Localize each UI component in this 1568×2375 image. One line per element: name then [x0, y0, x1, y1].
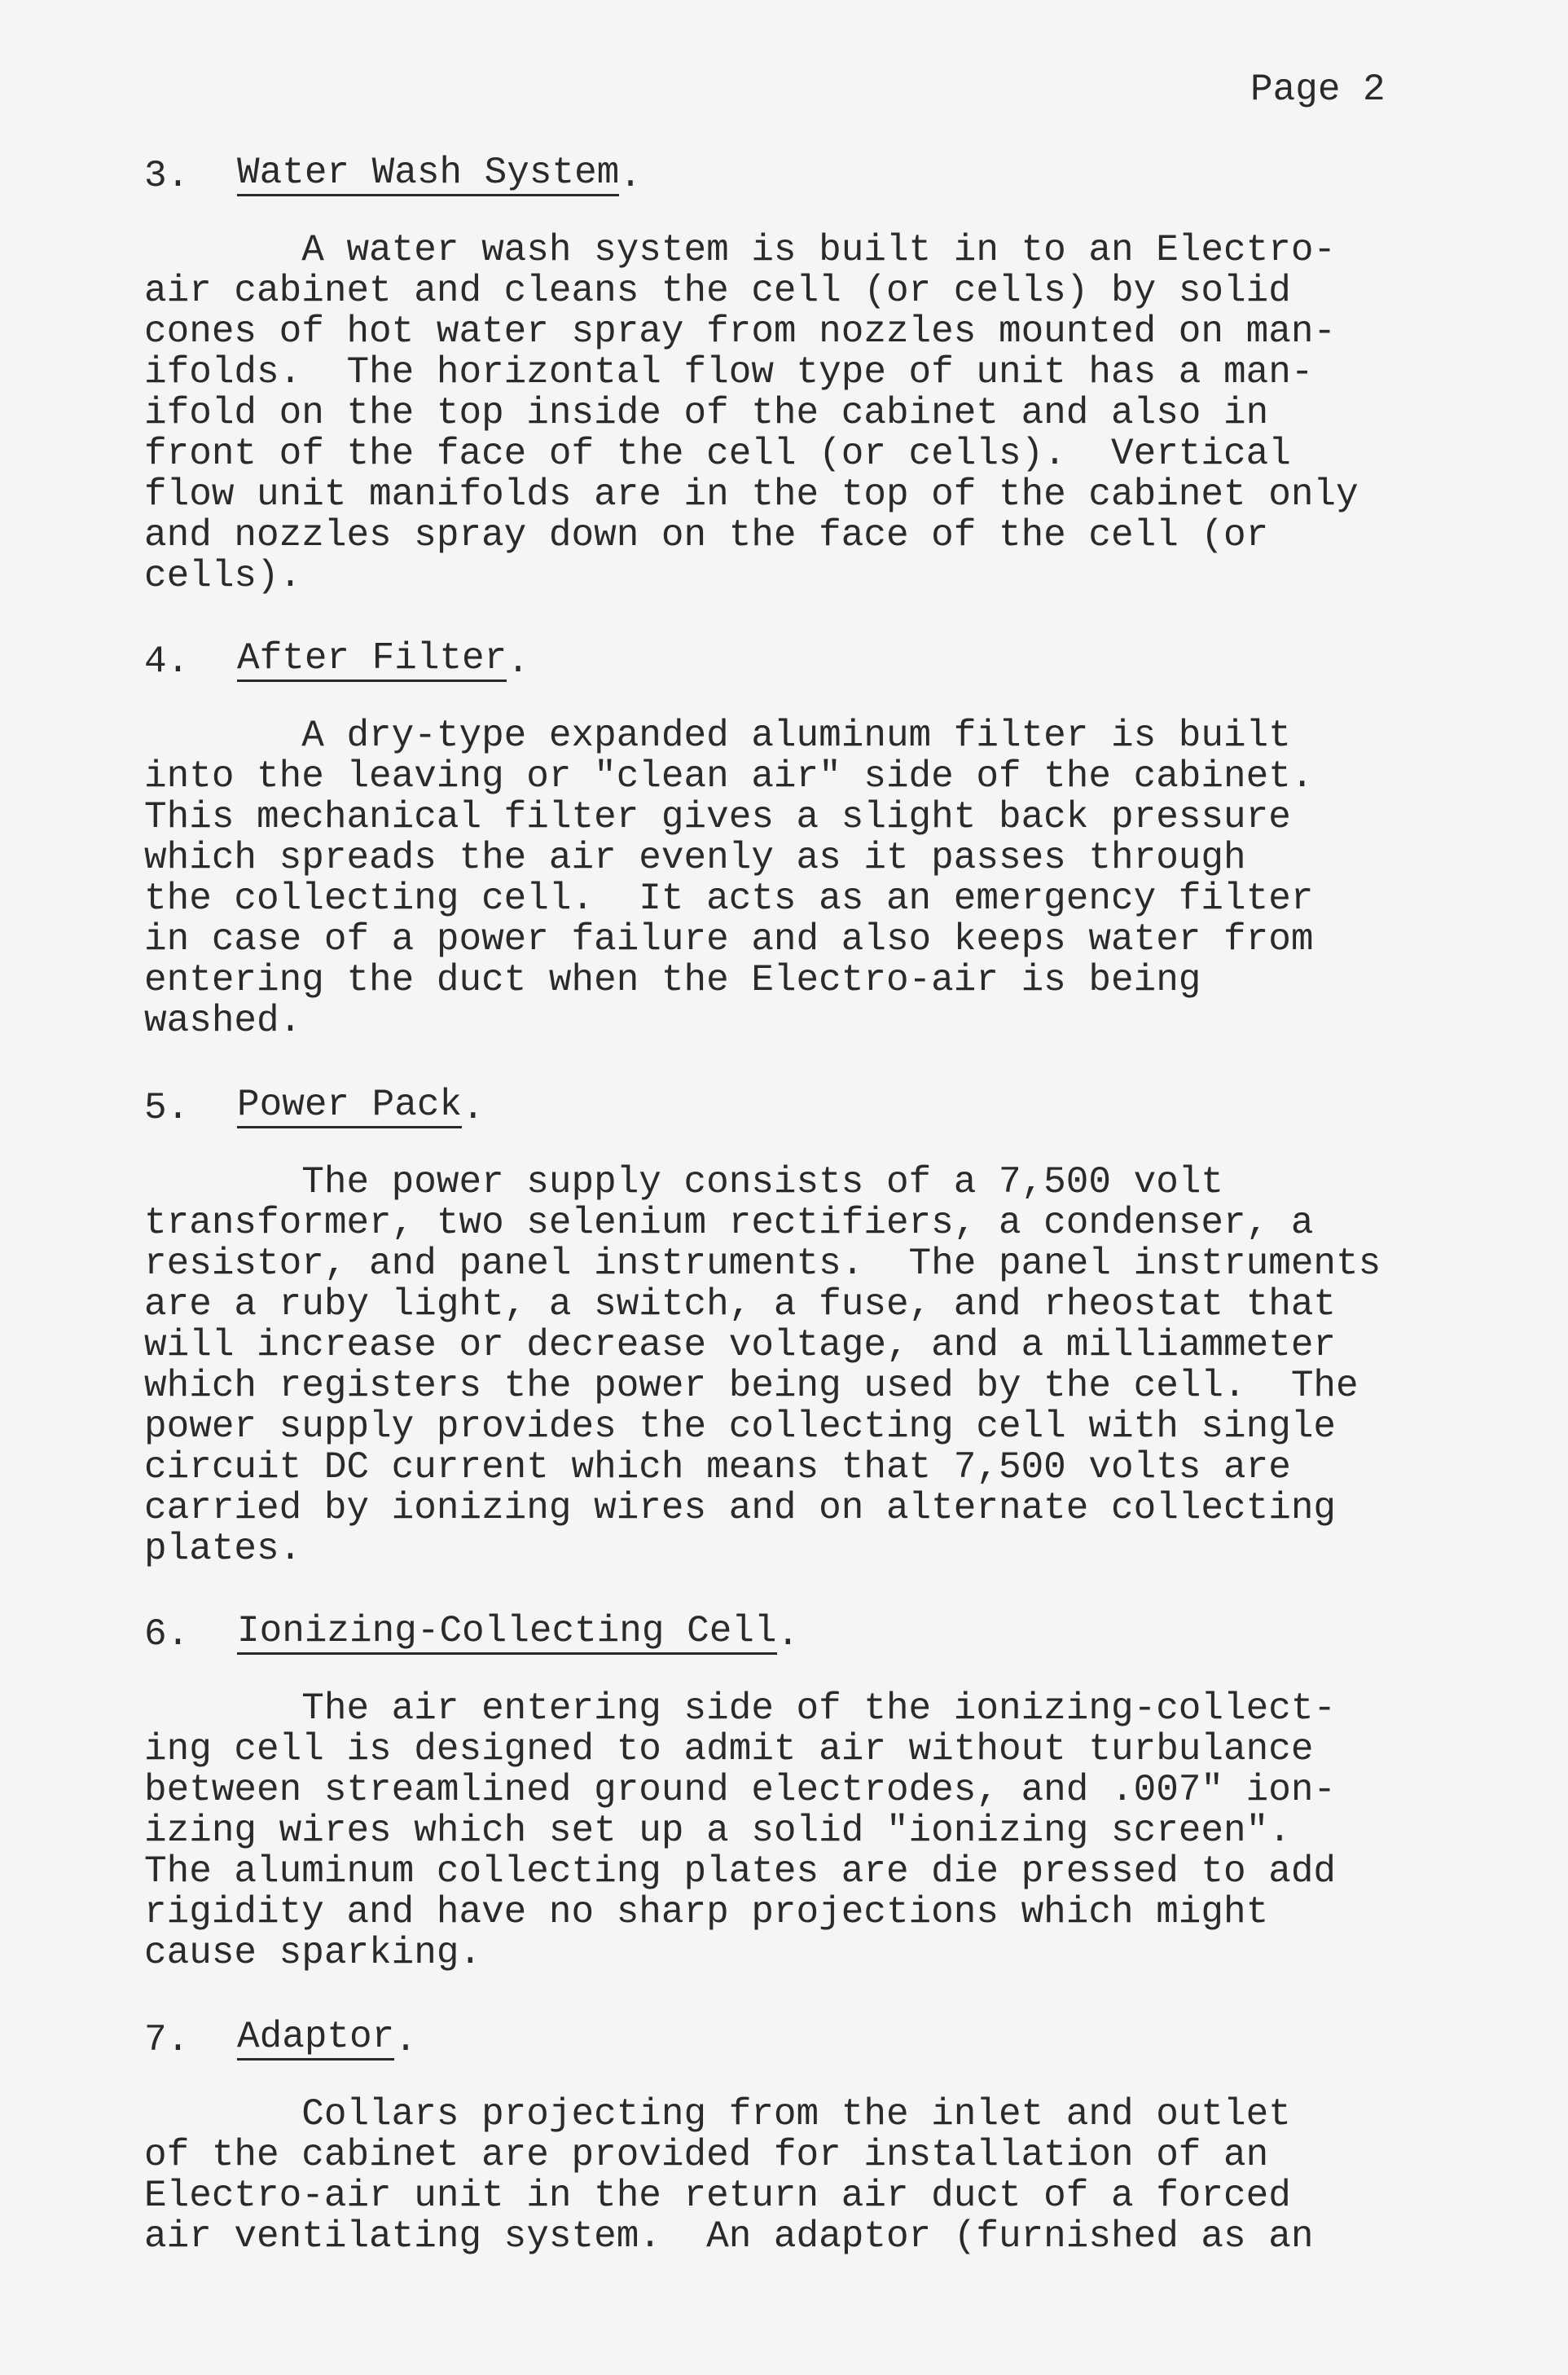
text-line: in case of a power failure and also keeps water from	[144, 918, 1314, 961]
text-line: resistor, and panel instruments. The panel instruments	[144, 1242, 1381, 1285]
text-line: cones of hot water spray from nozzles mounted on man-	[144, 310, 1337, 353]
text-line: front of the face of the cell (or cells). Vertical	[144, 433, 1291, 475]
section-paragraph	[144, 1688, 1529, 1973]
text-line: carried by ionizing wires and on alternate collecting	[144, 1487, 1337, 1529]
text-line: of the cabinet are provided for installation of an	[144, 2134, 1269, 2176]
section-heading	[144, 2016, 1529, 2065]
text-line: transformer, two selenium rectifiers, a condenser, a	[144, 1202, 1314, 1244]
text-line: rigidity and have no sharp projections which might	[144, 1891, 1269, 1933]
text-line: are a ruby light, a switch, a fuse, and rheostat that	[144, 1283, 1337, 1326]
section-title: Water Wash System	[237, 152, 619, 196]
text-line: which spreads the air evenly as it passes through	[144, 837, 1246, 879]
text-line: flow unit manifolds are in the top of the cabinet only	[144, 473, 1359, 516]
section-number: 4.	[144, 640, 190, 683]
heading-period: .	[394, 2019, 417, 2061]
section-paragraph	[144, 2094, 1529, 2257]
text-line: washed.	[144, 1000, 302, 1042]
section-after-filter	[144, 637, 1529, 1041]
section-adaptor	[144, 2016, 1529, 2257]
section-title: Ionizing-Collecting Cell	[237, 1610, 777, 1655]
text-line: circuit DC current which means that 7,500 volts are	[144, 1446, 1291, 1489]
section-number: 7.	[144, 2019, 190, 2061]
text-line: Collars projecting from the inlet and outlet	[144, 2093, 1291, 2135]
text-line: The aluminum collecting plates are die pressed to add	[144, 1850, 1337, 1893]
text-line: Electro-air unit in the return air duct of a forced	[144, 2175, 1291, 2217]
section-heading	[144, 152, 1529, 200]
text-line: cells).	[144, 555, 302, 597]
page-number: Page 2	[1250, 68, 1386, 111]
section-ionizing-collecting-cell	[144, 1610, 1529, 1973]
text-line: A water wash system is built in to an Electro-	[144, 229, 1337, 271]
text-line: entering the duct when the Electro-air is being	[144, 959, 1201, 1001]
text-line: The power supply consists of a 7,500 volt	[144, 1161, 1224, 1203]
section-water-wash-system	[144, 152, 1529, 596]
heading-period: .	[619, 155, 642, 197]
text-line: power supply provides the collecting cell with single	[144, 1405, 1337, 1448]
section-paragraph	[144, 230, 1529, 596]
text-line: will increase or decrease voltage, and a milliammeter	[144, 1324, 1337, 1366]
text-line: plates.	[144, 1528, 302, 1570]
section-title: Power Pack	[237, 1084, 462, 1128]
text-line: between streamlined ground electrodes, and .007" ion-	[144, 1769, 1337, 1811]
text-line: into the leaving or "clean air" side of the cabinet.	[144, 755, 1314, 798]
section-power-pack	[144, 1084, 1529, 1569]
text-line: ifold on the top inside of the cabinet and also in	[144, 392, 1269, 434]
text-line: which registers the power being used by the cell. The	[144, 1365, 1359, 1407]
text-line: air cabinet and cleans the cell (or cells) by solid	[144, 270, 1291, 312]
text-line: and nozzles spray down on the face of the cell (or	[144, 514, 1269, 556]
section-number: 5.	[144, 1087, 190, 1129]
text-line: ing cell is designed to admit air without turbulance	[144, 1728, 1314, 1770]
text-line: the collecting cell. It acts as an emergency filter	[144, 877, 1314, 920]
section-heading	[144, 1610, 1529, 1659]
text-line: cause sparking.	[144, 1932, 482, 1974]
text-line: air ventilating system. An adaptor (furnished as an	[144, 2215, 1314, 2258]
text-line: This mechanical filter gives a slight back pressure	[144, 796, 1291, 838]
heading-period: .	[776, 1613, 800, 1656]
text-line: izing wires which set up a solid "ionizing screen".	[144, 1810, 1291, 1852]
heading-period: .	[507, 640, 529, 683]
section-paragraph	[144, 715, 1529, 1041]
section-number: 6.	[144, 1613, 190, 1656]
section-number: 3.	[144, 155, 190, 197]
text-line: The air entering side of the ionizing-collect-	[144, 1687, 1337, 1730]
section-title: After Filter	[237, 637, 507, 682]
section-heading	[144, 1084, 1529, 1133]
section-heading	[144, 637, 1529, 686]
section-paragraph	[144, 1162, 1529, 1569]
heading-period: .	[462, 1087, 485, 1129]
text-line: ifolds. The horizontal flow type of unit has a man-	[144, 351, 1314, 394]
text-line: A dry-type expanded aluminum filter is built	[144, 715, 1291, 757]
section-title: Adaptor	[237, 2016, 394, 2061]
